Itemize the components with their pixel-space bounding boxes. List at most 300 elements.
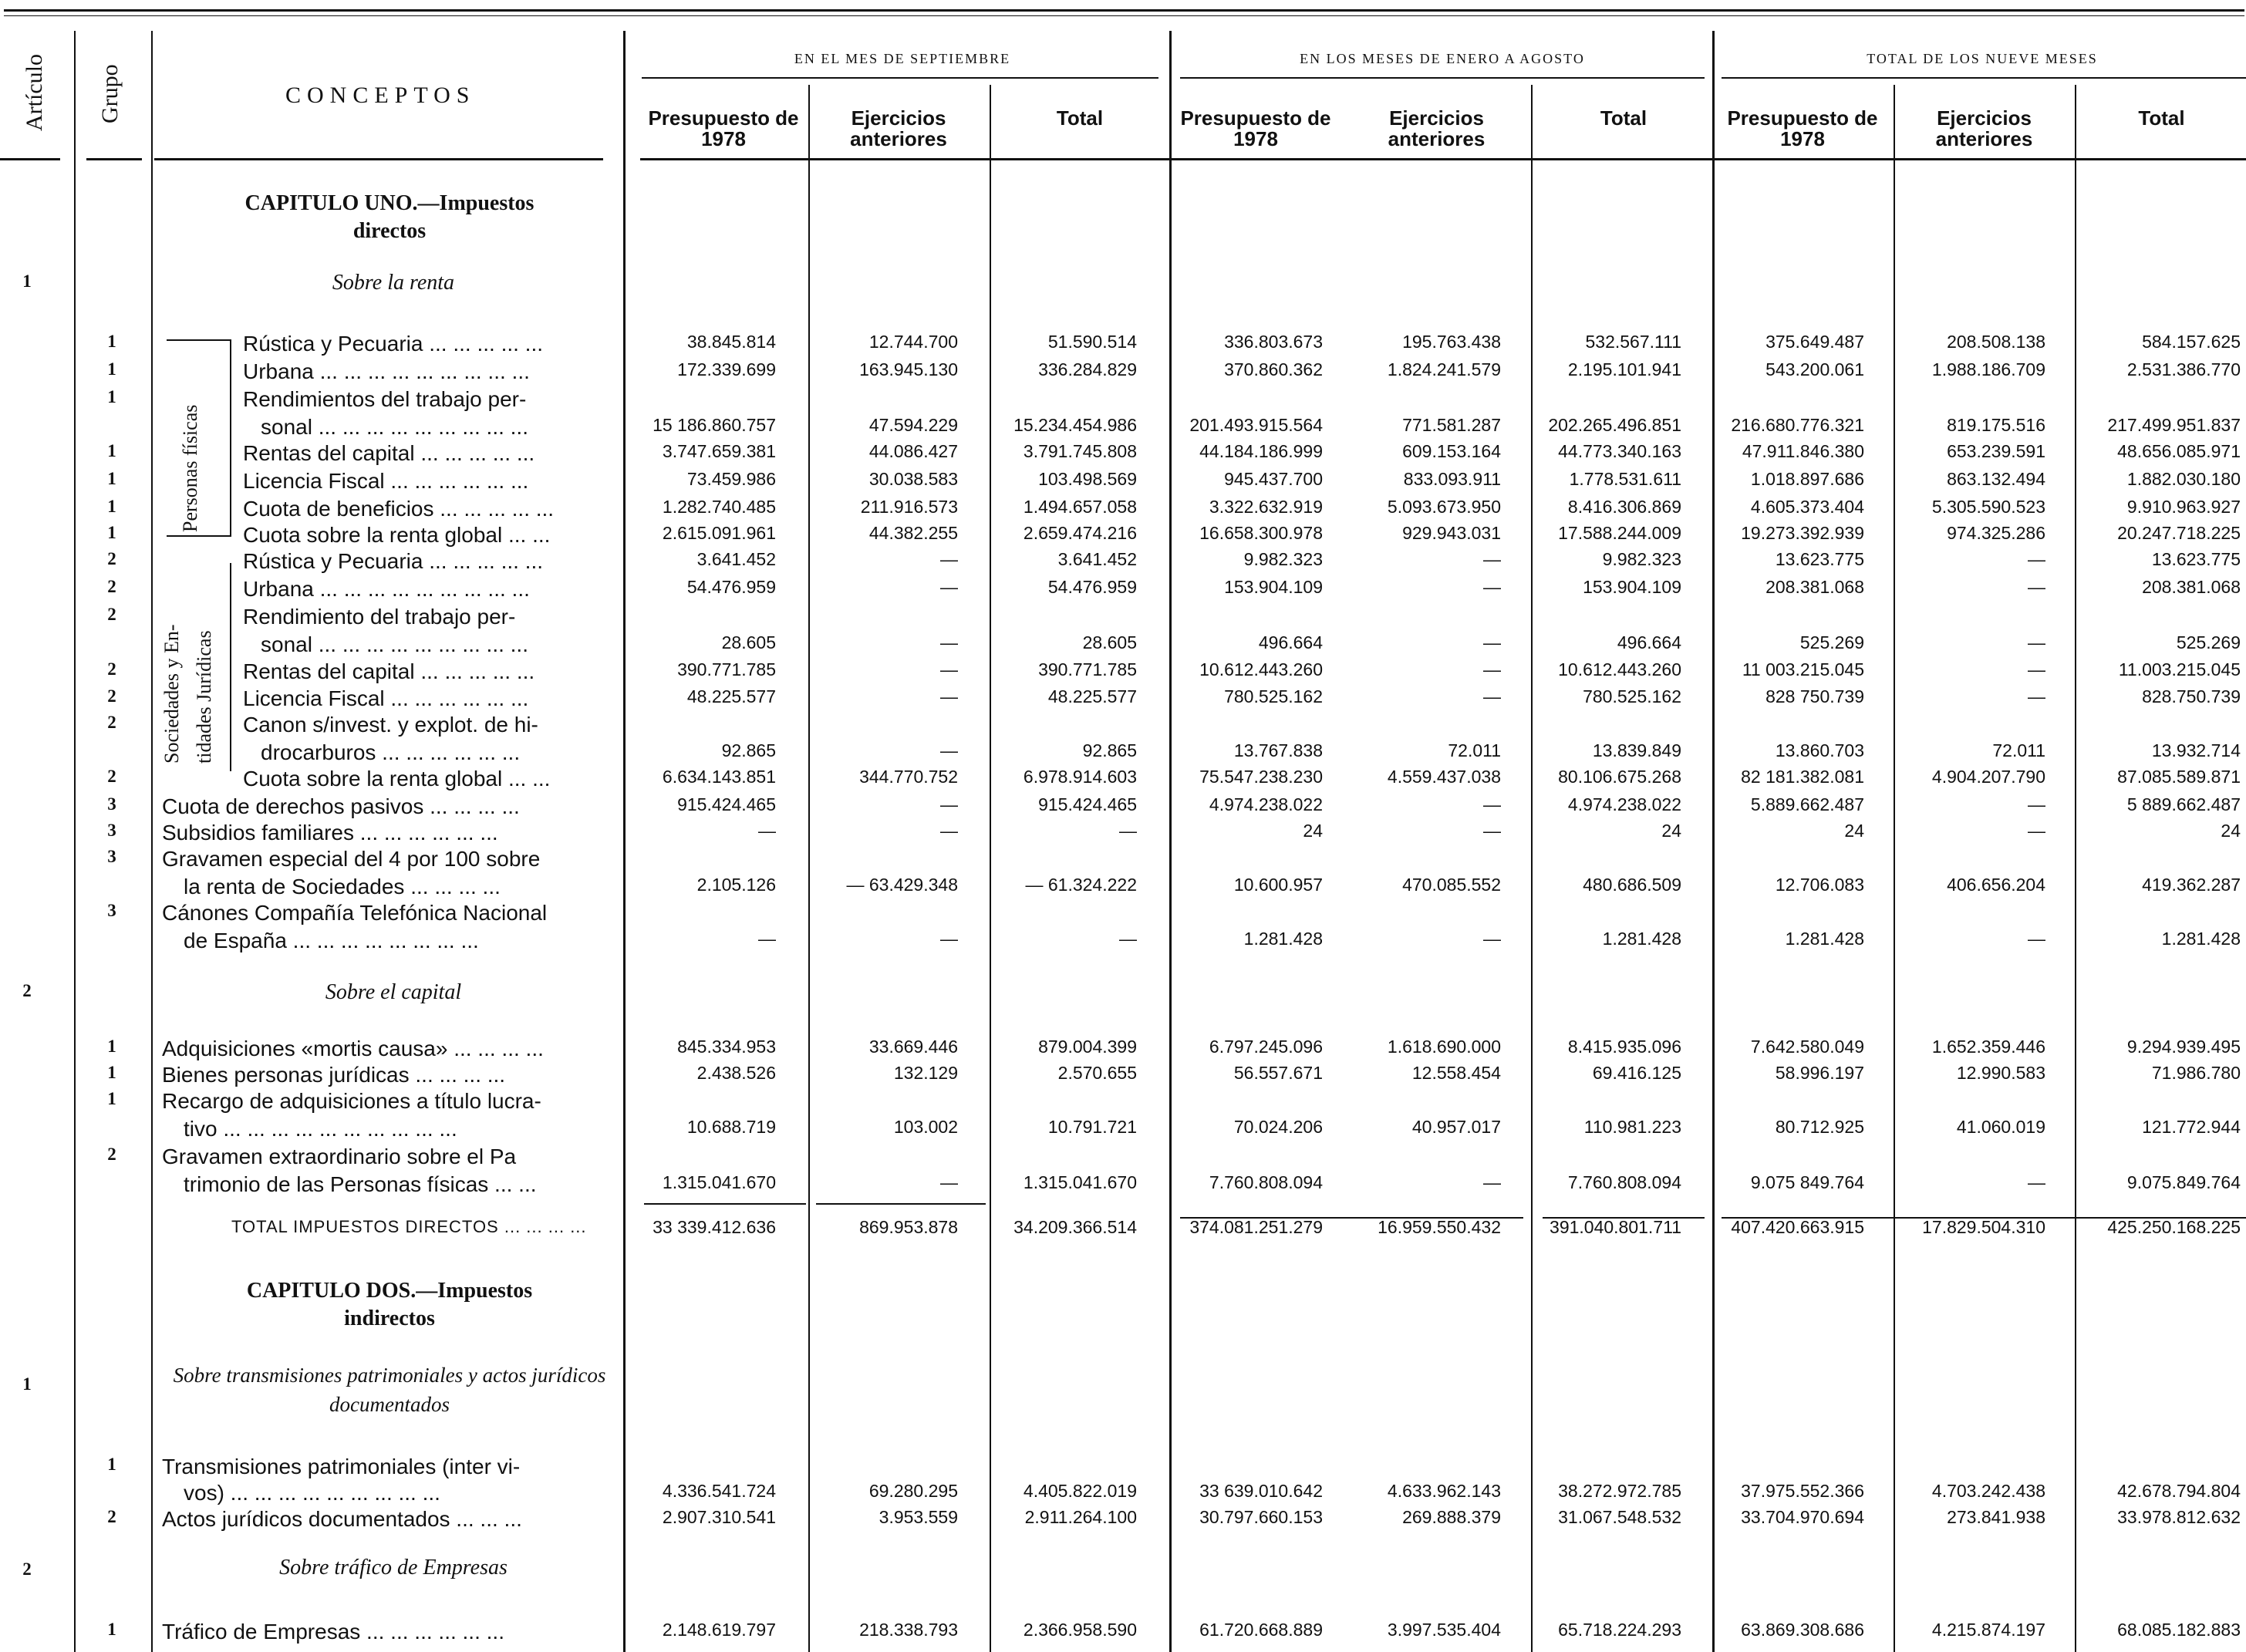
cell-value: 1.282.740.485: [662, 497, 776, 517]
cell-value: —: [940, 659, 958, 679]
cell-value: 496.664: [1617, 632, 1681, 652]
grupo-number: 1: [107, 441, 116, 460]
cell-value: —: [1483, 549, 1501, 569]
cell-value: 42.678.794.804: [2117, 1481, 2241, 1501]
cell-value: 92.865: [721, 740, 776, 760]
cell-value: 69.416.125: [1592, 1063, 1681, 1083]
cell-value: 780.525.162: [1224, 686, 1323, 706]
concept-label: sonal ... ... ... ... ... ... ... ... ...: [261, 632, 528, 656]
cell-value: —: [2028, 794, 2045, 814]
cell-value: —: [2028, 929, 2045, 949]
cell-value: 370.860.362: [1224, 359, 1323, 379]
cell-value: 869.953.878: [859, 1217, 958, 1237]
cell-value: —: [2028, 1172, 2045, 1192]
grupo-number: 3: [107, 847, 116, 866]
cell-value: 344.770.752: [859, 767, 958, 787]
concept-label: sonal ... ... ... ... ... ... ... ... ...: [261, 415, 528, 439]
grupo-number: 1: [107, 469, 116, 488]
cell-value: 4.904.207.790: [1931, 767, 2045, 787]
cell-value: 47.594.229: [868, 415, 958, 435]
cell-value: 82 181.382.081: [1741, 767, 1864, 787]
cell-value: 828.750.739: [2142, 686, 2241, 706]
cell-value: 19.273.392.939: [1741, 523, 1864, 543]
cell-value: 10.612.443.260: [1199, 659, 1323, 679]
concept-label: la renta de Sociedades ... ... ... ...: [184, 875, 501, 898]
cell-value: —: [1483, 686, 1501, 706]
grupo-number: 2: [107, 767, 116, 786]
concept-label: TOTAL IMPUESTOS DIRECTOS ... ... ... ...: [231, 1217, 587, 1236]
cell-value: 2.105.126: [696, 875, 776, 895]
concept-label: Recargo de adquisiciones a título lucra-: [162, 1089, 541, 1113]
cell-value: 51.590.514: [1047, 332, 1137, 352]
cell-value: 16.658.300.978: [1199, 523, 1323, 543]
concept-label: Gravamen especial del 4 por 100 sobre: [162, 847, 541, 871]
concept-label: Tráfico de Empresas ... ... ... ... ... ...: [162, 1620, 504, 1644]
cell-value: —: [2028, 577, 2045, 597]
cell-value: 24: [2221, 821, 2241, 841]
cell-value: 54.476.959: [686, 577, 776, 597]
bracket-sociedades: tidades Jurídicas: [193, 630, 215, 764]
cell-value: 48.656.085.971: [2117, 441, 2241, 461]
cell-value: 915.424.465: [1038, 794, 1137, 814]
concept-label: Canon s/invest. y explot. de hi-: [243, 713, 538, 737]
concept-label: Urbana ... ... ... ... ... ... ... ... ...: [243, 577, 530, 601]
grupo-number: 2: [107, 1145, 116, 1164]
cell-value: 1.281.428: [1602, 929, 1681, 949]
cell-value: 208.381.068: [2142, 577, 2241, 597]
cell-value: 10.600.957: [1233, 875, 1323, 895]
cell-value: 1.988.186.709: [1931, 359, 2045, 379]
cell-value: 390.771.785: [677, 659, 776, 679]
cell-value: 1.281.428: [1785, 929, 1864, 949]
cell-value: 69.280.295: [868, 1481, 958, 1501]
cell-value: 28.605: [721, 632, 776, 652]
cell-value: 1.018.897.686: [1750, 469, 1864, 489]
cell-value: 6.634.143.851: [662, 767, 776, 787]
cell-value: 47.911.846.380: [1742, 441, 1864, 461]
cell-value: 2.907.310.541: [662, 1507, 776, 1527]
cell-value: 3.641.452: [1057, 549, 1137, 569]
cell-value: 1.281.428: [1243, 929, 1323, 949]
cell-value: 65.718.224.293: [1558, 1620, 1681, 1640]
grupo-number: 1: [107, 387, 116, 406]
cell-value: 609.153.164: [1402, 441, 1501, 461]
cell-value: 4.559.437.038: [1387, 767, 1501, 787]
grupo-number: 3: [107, 794, 116, 814]
cell-value: 4.215.874.197: [1931, 1620, 2045, 1640]
cell-value: 10.612.443.260: [1558, 659, 1681, 679]
cell-value: 17.588.244.009: [1558, 523, 1681, 543]
cell-value: 1.778.531.611: [1569, 469, 1681, 489]
cell-value: 40.957.017: [1411, 1117, 1501, 1137]
cell-value: 16.959.550.432: [1378, 1217, 1501, 1237]
concept-label: tivo ... ... ... ... ... ... ... ... ... ...: [184, 1117, 457, 1141]
cell-value: 11 003.215.045: [1742, 659, 1864, 679]
cell-value: 44.382.255: [868, 523, 958, 543]
cell-value: 58.996.197: [1775, 1063, 1864, 1083]
cell-value: 11.003.215.045: [2118, 659, 2241, 679]
cell-value: 374.081.251.279: [1189, 1217, 1323, 1237]
cell-value: 31.067.548.532: [1558, 1507, 1681, 1527]
cell-value: 13.767.838: [1233, 740, 1323, 760]
cell-value: —: [940, 686, 958, 706]
cell-value: 38.272.972.785: [1558, 1481, 1681, 1501]
cell-value: 9.910.963.927: [2126, 497, 2241, 517]
grupo-number: 3: [107, 901, 116, 920]
cell-value: 30.038.583: [868, 469, 958, 489]
cell-value: 153.904.109: [1583, 577, 1681, 597]
cell-value: 12.990.583: [1956, 1063, 2045, 1083]
cell-value: —: [2028, 632, 2045, 652]
cell-value: —: [940, 549, 958, 569]
cell-value: 828 750.739: [1765, 686, 1864, 706]
cell-value: 216.680.776.321: [1731, 415, 1864, 435]
cell-value: 273.841.938: [1947, 1507, 2045, 1527]
cell-value: 1.281.428: [2161, 929, 2241, 949]
hdr-presupuesto-1: Presupuesto de 1978: [648, 106, 799, 150]
cell-value: 6.797.245.096: [1209, 1037, 1323, 1057]
cell-value: 532.567.111: [1585, 332, 1681, 352]
grupo-number: 3: [107, 821, 116, 840]
grupo-number: 1: [107, 523, 116, 542]
cell-value: 41.060.019: [1956, 1117, 2045, 1137]
cell-value: 1.618.690.000: [1387, 1037, 1501, 1057]
cell-value: 72.011: [1992, 740, 2045, 760]
cell-value: 3.322.632.919: [1209, 497, 1323, 517]
cell-value: 80.106.675.268: [1558, 767, 1681, 787]
cell-value: 584.157.625: [2142, 332, 2241, 352]
cell-value: 121.772.944: [2142, 1117, 2241, 1137]
cell-value: —: [1483, 632, 1501, 652]
cell-value: 4.633.962.143: [1387, 1481, 1501, 1501]
cell-value: 425.250.168.225: [2107, 1217, 2241, 1237]
cell-value: 17.829.504.310: [1922, 1217, 2045, 1237]
cell-value: 217.499.951.837: [2107, 415, 2241, 435]
cell-value: 2.659.474.216: [1023, 523, 1137, 543]
cell-value: 28.605: [1082, 632, 1137, 652]
cell-value: 44.773.340.163: [1558, 441, 1681, 461]
cell-value: 68.085.182.883: [2117, 1620, 2241, 1640]
cell-value: 218.338.793: [859, 1620, 958, 1640]
cell-value: —: [1483, 929, 1501, 949]
cell-value: —: [940, 821, 958, 841]
cell-value: 33.978.812.632: [2117, 1507, 2241, 1527]
concept-label: vos) ... ... ... ... ... ... ... ... ...: [184, 1481, 440, 1505]
concept-label: Licencia Fiscal ... ... ... ... ... ...: [243, 469, 529, 493]
cell-value: 2.531.386.770: [2126, 359, 2241, 379]
group-septiembre: EN EL MES DE SEPTIEMBRE: [794, 51, 1011, 66]
cell-value: 845.334.953: [677, 1037, 776, 1057]
cell-value: 7.642.580.049: [1750, 1037, 1864, 1057]
bracket-sociedades: Sociedades y En-: [160, 624, 183, 764]
cell-value: 5.889.662.487: [1750, 794, 1864, 814]
concept-label: Adquisiciones «mortis causa» ... ... ... ...: [162, 1037, 544, 1060]
concept-label: Rendimiento del trabajo per-: [243, 605, 516, 629]
cell-value: 4.703.242.438: [1931, 1481, 2045, 1501]
cell-value: 44.086.427: [868, 441, 958, 461]
cell-value: 4.605.373.404: [1750, 497, 1864, 517]
cell-value: 375.649.487: [1765, 332, 1864, 352]
cell-value: 480.686.509: [1583, 875, 1681, 895]
cell-value: —: [940, 929, 958, 949]
col-grupo-header: Grupo: [97, 64, 123, 123]
cell-value: —: [940, 794, 958, 814]
cell-value: 33 639.010.642: [1199, 1481, 1323, 1501]
grupo-number: 1: [107, 497, 116, 516]
cell-value: 4.974.238.022: [1567, 794, 1681, 814]
cell-value: 195.763.438: [1402, 332, 1501, 352]
cell-value: 8.415.935.096: [1567, 1037, 1681, 1057]
cell-value: 419.362.287: [2142, 875, 2241, 895]
cell-value: 208.381.068: [1765, 577, 1864, 597]
concept-label: Cuota de derechos pasivos ... ... ... ...: [162, 794, 520, 818]
cell-value: 8.416.306.869: [1567, 497, 1681, 517]
cell-value: 2.615.091.961: [662, 523, 776, 543]
grupo-number: 2: [107, 686, 116, 706]
cell-value: 110.981.223: [1583, 1117, 1681, 1137]
hdr-total-2: Total: [1600, 106, 1647, 130]
hdr-total-1: Total: [1056, 106, 1104, 130]
cell-value: 4.974.238.022: [1209, 794, 1323, 814]
concept-label: Rentas del capital ... ... ... ... ...: [243, 659, 535, 683]
cell-value: 201.493.915.564: [1189, 415, 1323, 435]
concept-label: de España ... ... ... ... ... ... ... ...: [184, 929, 479, 952]
concept-label: Actos jurídicos documentados ... ... ...: [162, 1507, 522, 1531]
cell-value: 48.225.577: [1047, 686, 1137, 706]
cell-value: 9.982.323: [1243, 549, 1323, 569]
cell-value: 13.623.775: [1775, 549, 1864, 569]
cell-value: 13.839.849: [1592, 740, 1681, 760]
cell-value: —: [940, 740, 958, 760]
cell-value: 70.024.206: [1233, 1117, 1323, 1137]
concept-label: Rentas del capital ... ... ... ... ...: [243, 441, 535, 465]
cell-value: 945.437.700: [1224, 469, 1323, 489]
cell-value: —: [1483, 577, 1501, 597]
cell-value: 5 889.662.487: [2126, 794, 2241, 814]
cell-value: 336.284.829: [1038, 359, 1137, 379]
cell-value: 71.986.780: [2151, 1063, 2241, 1083]
cell-value: 172.339.699: [677, 359, 776, 379]
concept-label: Cuota sobre la renta global ... ...: [243, 767, 551, 791]
cell-value: 525.269: [2176, 632, 2241, 652]
cell-value: —: [1119, 929, 1137, 949]
cell-value: 61.720.668.889: [1199, 1620, 1323, 1640]
grupo-number: 2: [107, 605, 116, 624]
cell-value: 33.704.970.694: [1741, 1507, 1864, 1527]
cell-value: — 63.429.348: [846, 875, 958, 895]
concept-label: Transmisiones patrimoniales (inter vi-: [162, 1455, 521, 1478]
cell-value: —: [2028, 686, 2045, 706]
concept-label: Rendimientos del trabajo per-: [243, 387, 527, 411]
cell-value: 56.557.671: [1233, 1063, 1323, 1083]
cell-value: 48.225.577: [686, 686, 776, 706]
capitulo-dos-heading: CAPITULO DOS.—Impuestos indirectos: [246, 1279, 533, 1330]
cell-value: 525.269: [1799, 632, 1864, 652]
cell-value: 5.093.673.950: [1387, 497, 1501, 517]
concept-label: Cuota de beneficios ... ... ... ... ...: [243, 497, 555, 521]
cell-value: 9.982.323: [1602, 549, 1681, 569]
concept-label: Rústica y Pecuaria ... ... ... ... ...: [243, 549, 544, 573]
grupo-number: 1: [107, 1620, 116, 1639]
cell-value: —: [758, 821, 776, 841]
cell-value: 1.652.359.446: [1931, 1037, 2045, 1057]
cell-value: 30.797.660.153: [1199, 1507, 1323, 1527]
cell-value: 75.547.238.230: [1199, 767, 1323, 787]
capitulo-uno-heading: CAPITULO UNO.—Impuestos directos: [244, 191, 535, 243]
cell-value: 34.209.366.514: [1013, 1217, 1137, 1237]
cell-value: 10.791.721: [1047, 1117, 1137, 1137]
col-conceptos-header: CONCEPTOS: [285, 83, 476, 108]
cell-value: 6.978.914.603: [1023, 767, 1137, 787]
cell-value: —: [940, 577, 958, 597]
cell-value: 15.234.454.986: [1013, 415, 1137, 435]
col-articulo-header: Artículo: [22, 54, 47, 131]
cell-value: 15 186.860.757: [653, 415, 776, 435]
grupo-number: 1: [107, 1089, 116, 1108]
transmisiones-heading: Sobre transmisiones patrimoniales y actos jurídicos documentados: [173, 1364, 606, 1416]
cell-value: 269.888.379: [1402, 1507, 1501, 1527]
cell-value: 153.904.109: [1224, 577, 1323, 597]
concept-label: Cánones Compañía Telefónica Nacional: [162, 901, 548, 925]
grupo-number: 2: [107, 549, 116, 568]
cell-value: 73.459.986: [686, 469, 776, 489]
cell-value: 391.040.801.711: [1550, 1217, 1681, 1237]
hdr-presupuesto-2: Presupuesto de 1978: [1180, 106, 1331, 150]
cell-value: — 61.324.222: [1025, 875, 1137, 895]
cell-value: 7.760.808.094: [1567, 1172, 1681, 1192]
cell-value: 1.494.657.058: [1023, 497, 1137, 517]
grupo-number: 2: [107, 713, 116, 732]
cell-value: 12.744.700: [868, 332, 958, 352]
cell-value: 653.239.591: [1947, 441, 2045, 461]
cell-value: 20.247.718.225: [2117, 523, 2241, 543]
cell-value: 929.943.031: [1402, 523, 1501, 543]
cell-value: 211.916.573: [860, 497, 958, 517]
cell-value: 92.865: [1082, 740, 1137, 760]
cell-value: 2.438.526: [696, 1063, 776, 1083]
cell-value: 915.424.465: [677, 794, 776, 814]
cell-value: 44.184.186.999: [1199, 441, 1323, 461]
cell-value: 5.305.590.523: [1931, 497, 2045, 517]
cell-value: 13.860.703: [1775, 740, 1864, 760]
cell-value: 132.129: [893, 1063, 958, 1083]
concept-label: Bienes personas jurídicas ... ... ... ...: [162, 1063, 506, 1087]
cell-value: 10.688.719: [686, 1117, 776, 1137]
cell-value: 1.315.041.670: [1023, 1172, 1137, 1192]
cell-value: 819.175.516: [1947, 415, 2045, 435]
group-enero-agosto: EN LOS MESES DE ENERO A AGOSTO: [1300, 51, 1585, 66]
cell-value: 3.953.559: [879, 1507, 958, 1527]
cell-value: 1.824.241.579: [1387, 359, 1501, 379]
cell-value: 1.315.041.670: [662, 1172, 776, 1192]
hdr-ejercicios-2: Ejercicios anteriores: [1388, 106, 1486, 150]
cell-value: 1.882.030.180: [2126, 469, 2241, 489]
cell-value: 974.325.286: [1947, 523, 2045, 543]
grupo-number: 1: [107, 1063, 116, 1082]
cell-value: —: [1483, 821, 1501, 841]
cell-value: 72.011: [1448, 740, 1501, 760]
cell-value: —: [1483, 794, 1501, 814]
cell-value: 2.911.264.100: [1024, 1507, 1137, 1527]
cell-value: 390.771.785: [1038, 659, 1137, 679]
cell-value: —: [758, 929, 776, 949]
cell-value: —: [2028, 549, 2045, 569]
cell-value: 3.997.535.404: [1387, 1620, 1501, 1640]
articulo-number: 1: [22, 1374, 32, 1394]
cell-value: 2.570.655: [1057, 1063, 1137, 1083]
cell-value: 470.085.552: [1402, 875, 1501, 895]
cell-value: 12.558.454: [1411, 1063, 1501, 1083]
hdr-ejercicios-3: Ejercicios anteriores: [1935, 106, 2033, 150]
cell-value: 24: [1661, 821, 1681, 841]
concept-label: trimonio de las Personas físicas ... ...: [184, 1172, 537, 1196]
grupo-number: 2: [107, 577, 116, 596]
cell-value: —: [940, 632, 958, 652]
cell-value: 24: [1844, 821, 1864, 841]
concept-label: Rústica y Pecuaria ... ... ... ... ...: [243, 332, 544, 356]
trafico-heading: Sobre tráfico de Empresas: [279, 1556, 508, 1580]
cell-value: 202.265.496.851: [1548, 415, 1681, 435]
concept-label: drocarburos ... ... ... ... ... ...: [261, 740, 521, 764]
cell-value: 80.712.925: [1775, 1117, 1864, 1137]
cell-value: 63.869.308.686: [1741, 1620, 1864, 1640]
cell-value: 87.085.589.871: [2117, 767, 2241, 787]
cell-value: —: [1483, 659, 1501, 679]
cell-value: 3.641.452: [696, 549, 776, 569]
cell-value: —: [1119, 821, 1137, 841]
cell-value: 336.803.673: [1224, 332, 1323, 352]
grupo-number: 1: [107, 359, 116, 379]
cell-value: 496.664: [1258, 632, 1323, 652]
hdr-presupuesto-3: Presupuesto de 1978: [1727, 106, 1878, 150]
grupo-number: 1: [107, 1455, 116, 1474]
concept-label: Urbana ... ... ... ... ... ... ... ... ...: [243, 359, 530, 383]
sobre-capital-heading: Sobre el capital: [325, 980, 462, 1004]
hdr-total-3: Total: [2138, 106, 2185, 130]
cell-value: 7.760.808.094: [1209, 1172, 1323, 1192]
grupo-number: 1: [107, 332, 116, 351]
concept-label: Cuota sobre la renta global ... ...: [243, 523, 551, 547]
cell-value: 543.200.061: [1765, 359, 1864, 379]
cell-value: 9.075.849.764: [2126, 1172, 2241, 1192]
cell-value: 163.945.130: [859, 359, 958, 379]
articulo-number: 1: [22, 271, 32, 291]
group-nueve-meses: TOTAL DE LOS NUEVE MESES: [1867, 51, 2098, 66]
cell-value: 2.148.619.797: [662, 1620, 776, 1640]
cell-value: 833.093.911: [1403, 469, 1501, 489]
cell-value: 771.581.287: [1402, 415, 1501, 435]
grupo-number: 2: [107, 659, 116, 679]
cell-value: 2.195.101.941: [1567, 359, 1681, 379]
concept-label: Subsidios familiares ... ... ... ... ... ...: [162, 821, 498, 845]
cell-value: 13.623.775: [2151, 549, 2241, 569]
articulo-number: 2: [22, 981, 32, 1000]
cell-value: 4.405.822.019: [1023, 1481, 1137, 1501]
concept-label: Gravamen extraordinario sobre el Pa: [162, 1145, 517, 1168]
cell-value: 33.669.446: [868, 1037, 958, 1057]
cell-value: 9.075 849.764: [1750, 1172, 1864, 1192]
cell-value: 407.420.663.915: [1731, 1217, 1864, 1237]
cell-value: 406.656.204: [1947, 875, 2045, 895]
cell-value: —: [2028, 821, 2045, 841]
cell-value: 3.791.745.808: [1023, 441, 1137, 461]
sobre-renta-heading: Sobre la renta: [332, 271, 455, 295]
hdr-ejercicios-1: Ejercicios anteriores: [850, 106, 947, 150]
cell-value: 37.975.552.366: [1741, 1481, 1864, 1501]
concept-label: Licencia Fiscal ... ... ... ... ... ...: [243, 686, 529, 710]
cell-value: 38.845.814: [686, 332, 776, 352]
cell-value: —: [2028, 659, 2045, 679]
